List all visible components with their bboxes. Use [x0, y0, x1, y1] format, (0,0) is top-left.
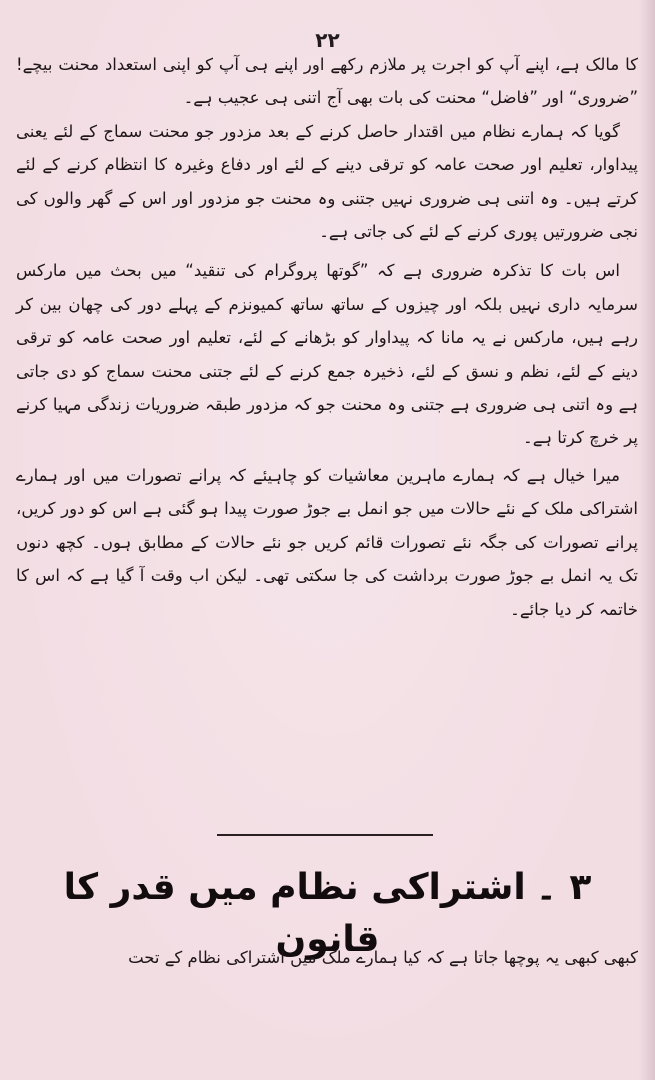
page-number: ۲۲	[315, 28, 340, 52]
page-edge-shadow	[639, 0, 655, 1080]
chapter-title: اشتراکی نظام میں قدر کا قانون	[63, 867, 526, 960]
paragraph-1: کا مالک ہے، اپنے آپ کو اجرت پر ملازم رکھے اور اپنے ہی آپ کو اپنی استعداد محنت بیچے! ”ضروری“ اور ”فاضل“ محنت کی بات بھی آج اتنی ہی عجیب ہے۔	[16, 55, 638, 108]
paragraph-3: اس بات کا تذکرہ ضروری ہے کہ ”گوتھا پروگرام کی تنقید“ میں بحث میں مارکس سرمایہ داری نہیں بلکہ اور چیزوں کے ساتھ ساتھ کمیونزم کے پہلے دور کی چھان بین کر رہے ہیں، مارکس نے یہ مانا کہ پیداوار کو بڑھانے کے لئے، تعلیم اور صحت عامہ کو ترقی دینے کے لئے، نظم و نسق کے لئے، ذخیرہ جمع کرنے کے لئے جتنی محنت سماج کو دی جاتی ہے وہ اتنی ہی ضروری ہے جتنی وہ محنت جو کہ مزدور طبقہ ضروریات زندگی مہیا کرنے پر خرچ کرتا ہے۔	[16, 261, 638, 448]
chapter-number: ۳ ۔	[535, 867, 592, 908]
paragraph-4: میرا خیال ہے کہ ہمارے ماہرین معاشیات کو چاہیئے کہ پرانے تصورات میں اور ہمارے اشتراکی ملک کے نئے حالات میں جو انمل بے جوڑ صورت پیدا ہو گئی ہے اس کو دور کریں، پرانے تصورات کی جگہ نئے تصورات قائم کریں جو نئے حالات کے مطابق ہوں۔ کچھ دنوں تک یہ انمل بے جوڑ صورت برداشت کی جا سکتی تھی۔ لیکن اب وقت آ گیا ہے کہ اس کا خاتمہ کر دیا جائے۔	[16, 465, 638, 619]
closing-line: کبھی کبھی یہ پوچھا جاتا ہے کہ کیا ہمارے ملک میں اشتراکی نظام کے تحت	[128, 948, 638, 967]
body-text	[16, 48, 638, 626]
section-divider	[217, 834, 433, 836]
paragraph-2: گویا کہ ہمارے نظام میں اقتدار حاصل کرنے کے بعد مزدور جو محنت سماج کے لئے یعنی پیداوار، تعلیم اور صحت عامہ کو ترقی دینے کے لئے اور دفاع وغیرہ کا انتظام کرنے کے لئے کرتے ہیں۔ وہ اتنی ہی ضروری نہیں جتنی وہ محنت جو مزدور اور اس کے گھر والوں کی نجی ضرورتیں پوری کرنے کے لئے کی جاتی ہے۔	[16, 121, 638, 242]
